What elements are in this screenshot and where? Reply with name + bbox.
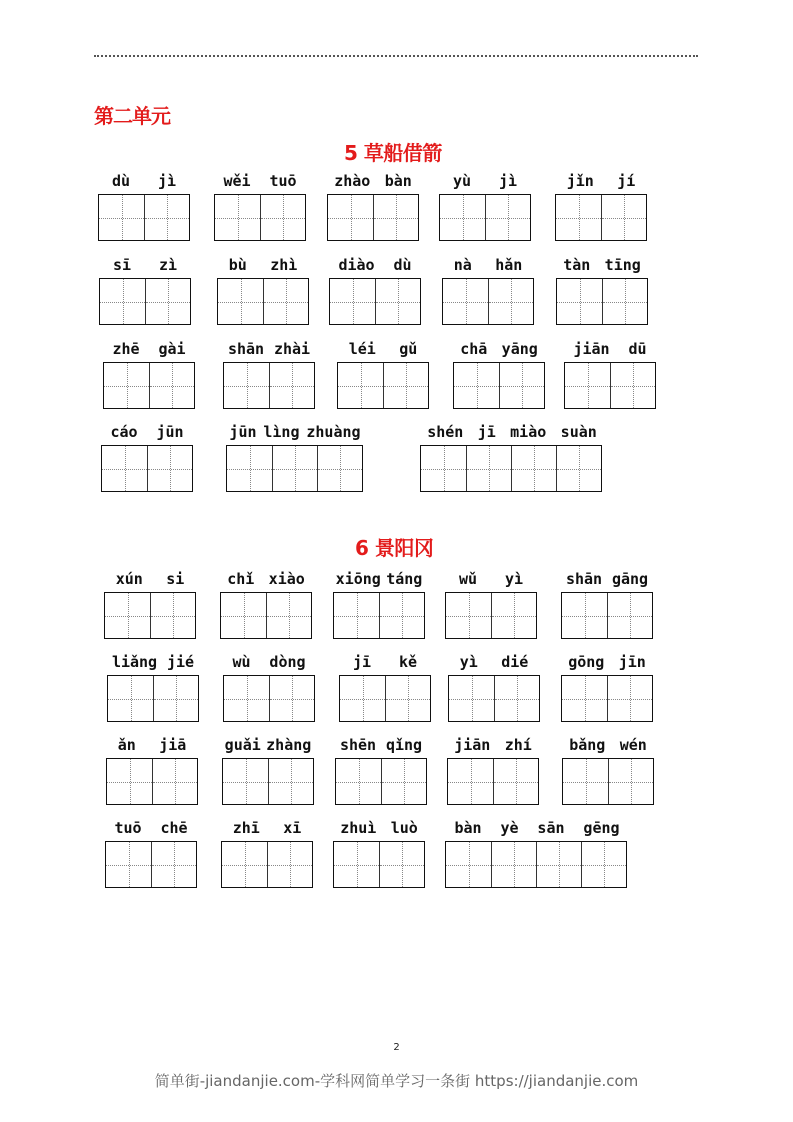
writing-cell[interactable]: [383, 363, 428, 408]
pinyin-syllable: yù: [452, 172, 472, 190]
pinyin-label: [555, 172, 647, 192]
pinyin-syllable: dié: [501, 653, 529, 671]
writing-cell[interactable]: [373, 195, 418, 240]
pinyin-label: [445, 570, 537, 590]
tianzige-writing-grid: [564, 362, 656, 409]
writing-cell[interactable]: [491, 842, 536, 887]
pinyin-syllable: gāng: [611, 570, 649, 588]
writing-cell[interactable]: [263, 279, 308, 324]
pinyin-syllable: dù: [111, 172, 131, 190]
writing-cell[interactable]: [221, 593, 266, 638]
writing-cell[interactable]: [218, 279, 263, 324]
pinyin-label: [448, 653, 540, 673]
pinyin-label: [220, 570, 312, 590]
pinyin-syllable: léi: [348, 340, 376, 358]
writing-cell[interactable]: [108, 676, 153, 721]
tianzige-writing-grid: [453, 362, 545, 409]
pinyin-syllable: tuō: [114, 819, 142, 837]
pinyin-syllable: jí: [617, 172, 636, 190]
writing-cell[interactable]: [106, 842, 151, 887]
pinyin-syllable: miào: [510, 423, 547, 441]
tianzige-writing-grid: [98, 194, 190, 241]
writing-cell[interactable]: [562, 676, 607, 721]
writing-cell[interactable]: [601, 195, 646, 240]
tianzige-writing-grid: [420, 445, 602, 492]
writing-cell[interactable]: [102, 446, 147, 491]
pinyin-syllable: yì: [459, 653, 478, 671]
pinyin-label: [223, 340, 315, 360]
pinyin-syllable: gǔ: [399, 340, 418, 358]
tianzige-writing-grid: [329, 278, 421, 325]
tianzige-writing-grid: [335, 758, 427, 805]
writing-cell[interactable]: [607, 593, 652, 638]
writing-cell[interactable]: [446, 842, 491, 887]
header-dotted-rule: [94, 55, 698, 57]
pinyin-syllable: zhài: [273, 340, 311, 358]
pinyin-label: [335, 736, 427, 756]
pinyin-syllable: yāng: [501, 340, 538, 358]
tianzige-writing-grid: [226, 445, 363, 492]
writing-cell[interactable]: [556, 195, 601, 240]
pinyin-label: [420, 423, 604, 443]
pinyin-syllable: jūn: [156, 423, 184, 441]
pinyin-syllable: zhào: [334, 172, 371, 190]
pinyin-syllable: shén: [427, 423, 464, 441]
pinyin-syllable: gōng: [568, 653, 605, 671]
tianzige-writing-grid: [220, 592, 312, 639]
writing-cell[interactable]: [268, 759, 313, 804]
writing-cell[interactable]: [607, 676, 652, 721]
pinyin-label: [106, 736, 198, 756]
writing-cell[interactable]: [317, 446, 362, 491]
pinyin-syllable: zhuì: [340, 819, 377, 837]
pinyin-syllable: jīn: [618, 653, 646, 671]
tianzige-writing-grid: [442, 278, 534, 325]
pinyin-label: [442, 256, 534, 276]
writing-cell[interactable]: [152, 759, 197, 804]
pinyin-syllable: jī: [477, 423, 496, 441]
pinyin-syllable: dòng: [269, 653, 306, 671]
pinyin-syllable: zhí: [504, 736, 532, 754]
pinyin-syllable: wén: [619, 736, 647, 754]
pinyin-label: [98, 172, 190, 192]
pinyin-label: [105, 819, 197, 839]
tianzige-writing-grid: [222, 758, 314, 805]
writing-cell[interactable]: [151, 842, 196, 887]
writing-cell[interactable]: [145, 279, 190, 324]
tianzige-writing-grid: [217, 278, 309, 325]
footer-watermark: 简单街-jiandanjie.com-学科网简单学习一条街 https://jiandanjie.com: [154, 1072, 639, 1090]
pinyin-label: [222, 736, 314, 756]
pinyin-syllable: dù: [393, 256, 412, 274]
writing-cell[interactable]: [267, 842, 312, 887]
writing-cell[interactable]: [215, 195, 260, 240]
pinyin-label: [333, 819, 425, 839]
pinyin-syllable: bàn: [454, 819, 482, 837]
pinyin-syllable: gài: [158, 340, 186, 358]
pinyin-syllable: xiào: [268, 570, 305, 588]
pinyin-syllable: zì: [158, 256, 178, 274]
pinyin-syllable: tīng: [604, 256, 641, 274]
pinyin-syllable: zhē: [112, 340, 140, 358]
tianzige-writing-grid: [99, 278, 191, 325]
pinyin-label: [217, 256, 309, 276]
tianzige-writing-grid: [107, 675, 199, 722]
pinyin-label: [337, 340, 429, 360]
pinyin-syllable: luò: [390, 819, 418, 837]
tianzige-writing-grid: [439, 194, 531, 241]
tianzige-writing-grid: [448, 675, 540, 722]
writing-cell[interactable]: [602, 279, 647, 324]
pinyin-syllable: tuō: [269, 172, 297, 190]
lesson-title-5: 5 草船借箭: [344, 141, 442, 165]
pinyin-syllable: xiōng: [335, 570, 381, 588]
pinyin-label: [439, 172, 531, 192]
pinyin-syllable: zhī: [232, 819, 260, 837]
writing-cell[interactable]: [379, 842, 424, 887]
tianzige-writing-grid: [104, 592, 196, 639]
pinyin-syllable: bǎng: [569, 736, 606, 754]
writing-cell[interactable]: [227, 446, 272, 491]
tianzige-writing-grid: [445, 592, 537, 639]
writing-cell[interactable]: [562, 593, 607, 638]
writing-cell[interactable]: [581, 842, 626, 887]
pinyin-syllable: jì: [498, 172, 518, 190]
tianzige-writing-grid: [333, 592, 425, 639]
pinyin-syllable: zhì: [270, 256, 298, 274]
pinyin-syllable: jī: [352, 653, 372, 671]
pinyin-label: [453, 340, 545, 360]
pinyin-label: [561, 570, 653, 590]
writing-cell[interactable]: [556, 446, 601, 491]
pinyin-syllable: xī: [283, 819, 302, 837]
pinyin-label: [99, 256, 191, 276]
tianzige-writing-grid: [327, 194, 419, 241]
tianzige-writing-grid: [333, 841, 425, 888]
writing-cell[interactable]: [144, 195, 189, 240]
pinyin-syllable: qǐng: [385, 736, 423, 754]
writing-cell[interactable]: [385, 676, 430, 721]
writing-cell[interactable]: [147, 446, 192, 491]
pinyin-syllable: chǐ: [227, 570, 255, 588]
pinyin-syllable: guǎi: [224, 736, 261, 754]
pinyin-label: [104, 570, 196, 590]
writing-cell[interactable]: [443, 279, 488, 324]
writing-cell[interactable]: [150, 593, 195, 638]
writing-cell[interactable]: [99, 195, 144, 240]
lesson-title-6: 6 景阳冈: [355, 536, 434, 560]
pinyin-syllable: jūn: [229, 423, 257, 441]
pinyin-syllable: suàn: [560, 423, 597, 441]
writing-cell[interactable]: [328, 195, 373, 240]
pinyin-syllable: si: [166, 570, 185, 588]
writing-cell[interactable]: [565, 363, 610, 408]
pinyin-syllable: shān: [565, 570, 603, 588]
writing-cell[interactable]: [446, 593, 491, 638]
writing-cell[interactable]: [107, 759, 152, 804]
writing-cell[interactable]: [334, 593, 379, 638]
pinyin-label: [221, 819, 313, 839]
pinyin-syllable: bàn: [384, 172, 412, 190]
pinyin-syllable: tàn: [563, 256, 591, 274]
tianzige-writing-grid: [105, 841, 197, 888]
tianzige-writing-grid: [561, 675, 653, 722]
tianzige-writing-grid: [106, 758, 198, 805]
pinyin-syllable: wǔ: [458, 570, 478, 588]
tianzige-writing-grid: [555, 194, 647, 241]
writing-cell[interactable]: [491, 593, 536, 638]
writing-cell[interactable]: [379, 593, 424, 638]
tianzige-writing-grid: [214, 194, 306, 241]
pinyin-syllable: jǐn: [566, 172, 594, 190]
tianzige-writing-grid: [337, 362, 429, 409]
pinyin-label: [447, 736, 539, 756]
pinyin-syllable: dū: [628, 340, 647, 358]
writing-cell[interactable]: [260, 195, 305, 240]
writing-cell[interactable]: [223, 759, 268, 804]
writing-cell[interactable]: [563, 759, 608, 804]
writing-cell[interactable]: [454, 363, 499, 408]
pinyin-syllable: sī: [112, 256, 132, 274]
pinyin-label: [103, 340, 195, 360]
writing-cell[interactable]: [104, 363, 149, 408]
pinyin-label: [445, 819, 629, 839]
pinyin-syllable: shēn: [339, 736, 377, 754]
writing-cell[interactable]: [269, 363, 314, 408]
pinyin-label: [223, 653, 315, 673]
writing-cell[interactable]: [493, 759, 538, 804]
pinyin-syllable: jiān: [454, 736, 491, 754]
page-number: 2: [393, 1042, 400, 1053]
writing-cell[interactable]: [222, 842, 267, 887]
writing-cell[interactable]: [334, 842, 379, 887]
writing-cell[interactable]: [421, 446, 466, 491]
pinyin-label: [339, 653, 431, 673]
pinyin-syllable: shān: [227, 340, 265, 358]
writing-cell[interactable]: [224, 676, 269, 721]
pinyin-syllable: lìng: [263, 423, 300, 441]
pinyin-syllable: yè: [500, 819, 519, 837]
writing-cell[interactable]: [340, 676, 385, 721]
writing-cell[interactable]: [449, 676, 494, 721]
writing-cell[interactable]: [499, 363, 544, 408]
writing-cell[interactable]: [440, 195, 485, 240]
pinyin-syllable: liǎng: [111, 653, 158, 671]
pinyin-label: [226, 423, 364, 443]
tianzige-writing-grid: [556, 278, 648, 325]
writing-cell[interactable]: [266, 593, 311, 638]
pinyin-syllable: chā: [460, 340, 488, 358]
writing-cell[interactable]: [272, 446, 317, 491]
pinyin-label: [327, 172, 419, 192]
writing-cell[interactable]: [494, 676, 539, 721]
tianzige-writing-grid: [223, 362, 315, 409]
pinyin-label: [329, 256, 421, 276]
writing-cell[interactable]: [511, 446, 556, 491]
pinyin-syllable: yì: [504, 570, 524, 588]
unit-title: 第二单元: [94, 104, 170, 128]
pinyin-syllable: kě: [398, 653, 418, 671]
pinyin-syllable: jié: [166, 653, 195, 671]
pinyin-label: [107, 653, 199, 673]
writing-cell[interactable]: [557, 279, 602, 324]
pinyin-label: [564, 340, 656, 360]
pinyin-syllable: bù: [228, 256, 247, 274]
pinyin-syllable: nà: [453, 256, 472, 274]
tianzige-writing-grid: [223, 675, 315, 722]
writing-cell[interactable]: [330, 279, 375, 324]
writing-cell[interactable]: [448, 759, 493, 804]
writing-cell[interactable]: [269, 676, 314, 721]
pinyin-syllable: táng: [386, 570, 423, 588]
pinyin-syllable: diào: [338, 256, 375, 274]
writing-cell[interactable]: [608, 759, 653, 804]
tianzige-writing-grid: [339, 675, 431, 722]
pinyin-syllable: ǎn: [117, 736, 136, 754]
writing-cell[interactable]: [224, 363, 269, 408]
pinyin-syllable: wù: [232, 653, 251, 671]
writing-cell[interactable]: [536, 842, 581, 887]
pinyin-syllable: zhàng: [266, 736, 312, 754]
tianzige-writing-grid: [447, 758, 539, 805]
tianzige-writing-grid: [561, 592, 653, 639]
tianzige-writing-grid: [562, 758, 654, 805]
writing-cell[interactable]: [375, 279, 420, 324]
writing-cell[interactable]: [381, 759, 426, 804]
pinyin-syllable: wěi: [223, 172, 251, 190]
writing-cell[interactable]: [485, 195, 530, 240]
pinyin-label: [214, 172, 306, 192]
pinyin-syllable: jiān: [573, 340, 610, 358]
pinyin-syllable: jiā: [159, 736, 187, 754]
writing-cell[interactable]: [336, 759, 381, 804]
pinyin-syllable: hǎn: [495, 256, 523, 274]
writing-cell[interactable]: [100, 279, 145, 324]
pinyin-syllable: jì: [157, 172, 177, 190]
writing-cell[interactable]: [149, 363, 194, 408]
pinyin-syllable: cáo: [110, 423, 138, 441]
tianzige-writing-grid: [103, 362, 195, 409]
pinyin-syllable: gēng: [583, 819, 620, 837]
pinyin-syllable: zhuàng: [306, 423, 361, 441]
tianzige-writing-grid: [221, 841, 313, 888]
writing-cell[interactable]: [610, 363, 655, 408]
writing-cell[interactable]: [338, 363, 383, 408]
pinyin-syllable: sān: [537, 819, 565, 837]
tianzige-writing-grid: [101, 445, 193, 492]
pinyin-label: [333, 570, 425, 590]
writing-cell[interactable]: [488, 279, 533, 324]
writing-cell[interactable]: [153, 676, 198, 721]
writing-cell[interactable]: [105, 593, 150, 638]
pinyin-label: [562, 736, 654, 756]
tianzige-writing-grid: [445, 841, 627, 888]
pinyin-label: [101, 423, 193, 443]
pinyin-syllable: xún: [115, 570, 143, 588]
pinyin-syllable: chē: [160, 819, 188, 837]
writing-cell[interactable]: [466, 446, 511, 491]
pinyin-label: [556, 256, 648, 276]
pinyin-label: [561, 653, 653, 673]
